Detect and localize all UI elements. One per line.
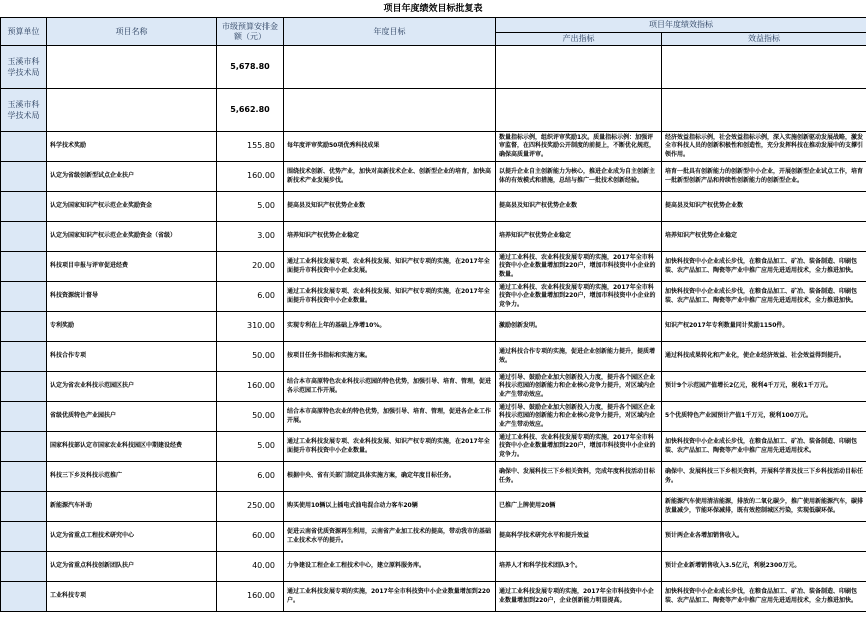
project-name-cell: 科技项目申报与评审促进经费: [47, 252, 217, 282]
amount-cell: 50.00: [217, 402, 284, 432]
summary-row: [1, 89, 866, 132]
effect-cell: 知识产权2017年专利数量同计奖励1150件。: [662, 312, 866, 342]
amount-cell: 40.00: [217, 552, 284, 582]
output-cell: 通过工业科技、农业科技发展专项的实施，2017年全市科技资中小企业数量增加到220户，增加市科技资中小企业的竞争力。: [496, 432, 662, 462]
effect-cell: 经济效益指标示例，社会效益指标示例，深入实施创新驱动发展战略，激发全市科技人员的创新积极性和创造性，充分发挥科技在推动发展中的支撑引领作用。: [662, 132, 866, 162]
unit-cell: 玉溪市科学技术局: [1, 46, 47, 89]
goal-cell: 通过工业科技发展专项、农业科技发展、知识产权专项的实施，在2017年全面提升市科技资中小企业数量。: [284, 282, 496, 312]
amount-cell: 250.00: [217, 492, 284, 522]
goal-cell: 结合本市高原特色农业的特色优势，加强引导、培育、管理，促进各企业工作开展。: [284, 402, 496, 432]
effect-cell: 加快科技资中小企业成长步伐，在粮食品加工、矿冶、装备制造、印刷包装、农产品加工、陶瓷等产业中推广应用先进适用技术，全力推进加快。: [662, 252, 866, 282]
goal-cell: 实现专利在上年的基础上净增10%。: [284, 312, 496, 342]
summary-row: [1, 46, 866, 89]
output-cell: 通过工业科技、农业科技发展专项的实施，2017年全市科技资中小企业数量增加到220户，增加市科技资中小企业的竞争力。: [496, 282, 662, 312]
table-row: [1, 522, 866, 552]
goal-cell: 围绕技术创新、优势产业，加快对高新技术企业、创新型企业的培育，加快高新技术产业发展步伐。: [284, 162, 496, 192]
project-name-cell: 科技资源统计督导: [47, 282, 217, 312]
header-annual-goal: 年度目标: [284, 18, 496, 46]
effect-cell: 预计两企业各增加销售收入。: [662, 522, 866, 552]
goal-cell: 购买使用10辆以上插电式油电混合动力客车20辆: [284, 492, 496, 522]
table-row: [1, 342, 866, 372]
effect-cell: 预计9个示范园产值增长2亿元，税利4千万元，税收1千万元。: [662, 372, 866, 402]
amount-cell: 50.00: [217, 342, 284, 372]
output-cell: 激励创新发明。: [496, 312, 662, 342]
output-cell: 已推广上牌使用20辆: [496, 492, 662, 522]
amount-cell: 155.80: [217, 132, 284, 162]
table-row: [1, 312, 866, 342]
table-row: [1, 492, 866, 522]
effect-cell: 通过科技成果转化和产业化，使企业经济效益、社会效益得到提升。: [662, 342, 866, 372]
project-name-cell: 认定为省重点科技创新团队扶户: [47, 552, 217, 582]
output-cell: 培养人才和科学技术团队3个。: [496, 552, 662, 582]
header-output: 产出指标: [496, 33, 662, 46]
project-name-cell: 新能源汽车补助: [47, 492, 217, 522]
amount-cell: 160.00: [217, 162, 284, 192]
effect-cell: 加快科技资中小企业成长步伐，在粮食品加工、矿冶、装备制造、印刷包装、农产品加工、陶瓷等产业中推广应用先进适用技术，全力推进加快。: [662, 282, 866, 312]
effect-cell: 培育一批具有创新能力的创新型中小企业，开展创新型企业试点工作，培育一批新型创新产品和持续性创新能力的创新型企业。: [662, 162, 866, 192]
table-row: [1, 462, 866, 492]
amount-cell: 6.00: [217, 462, 284, 492]
table-row: [1, 132, 866, 162]
output-cell: 通过工业科技、农业科技发展专项的实施，2017年全市科技资中小企业数量增加到220户，增加市科技资中小企业的数量。: [496, 252, 662, 282]
table-row: [1, 582, 866, 612]
goal-cell: 通过工业科技发展专项、农业科技发展、知识产权专项的实施，在2017年全面提升市科技资中小企业数量。: [284, 432, 496, 462]
table-row: [1, 402, 866, 432]
goal-cell: 通过工业科技发展专项的实施，2017年全市科技资中小企业数量增加到220户。: [284, 582, 496, 612]
project-name-cell: 认定为省级创新型试点企业扶户: [47, 162, 217, 192]
output-cell: 通过引导、鼓励企业加大创新投入力度，提升各个园区企业科技示范园的创新能力和企业核心竞争力提升，对区域内企业产生带动效应。: [496, 372, 662, 402]
amount-cell: 160.00: [217, 582, 284, 612]
table-row: [1, 282, 866, 312]
output-cell: 培养知识产权优势企业稳定: [496, 222, 662, 252]
header-project-name: 项目名称: [47, 18, 217, 46]
project-name-cell: 省级优质特色产业园扶户: [47, 402, 217, 432]
amount-cell: 3.00: [217, 222, 284, 252]
table-title: 项目年度绩效目标批复表: [383, 4, 483, 14]
amount-cell: 20.00: [217, 252, 284, 282]
effect-cell: 加快科技资中小企业成长步伐，在粮食品加工、矿冶、装备制造、印刷包装、农产品加工、陶瓷等产业中推广应用先进适用技术，全力推进加快。: [662, 582, 866, 612]
project-name-cell: 工业科技专项: [47, 582, 217, 612]
amount-cell: 6.00: [217, 282, 284, 312]
table-row: [1, 192, 866, 222]
project-name-cell: 科技三下乡及科技示范推广: [47, 462, 217, 492]
amount-cell: 160.00: [217, 372, 284, 402]
table-row: [1, 552, 866, 582]
header-unit: 预算单位: [1, 18, 47, 46]
effect-cell: 5个优质特色产业园预计产值1千万元，税利100万元。: [662, 402, 866, 432]
effect-cell: 加快科技资中小企业成长步伐，在粮食品加工、矿冶、装备制造、印刷包装、农产品加工、陶瓷等产业中推广应用先进适用技术。: [662, 432, 866, 462]
table-row: [1, 372, 866, 402]
output-cell: 数量指标示例，组织评审奖励1次。质量指标示例：加强评审监督，在四科技奖励公开制度的前提上，不断优化规范，确保高质量评审。: [496, 132, 662, 162]
project-name-cell: 科技合作专项: [47, 342, 217, 372]
amount-cell: 5.00: [217, 192, 284, 222]
amount-cell: 5.00: [217, 432, 284, 462]
effect-cell: 预计企业新增销售收入3.5亿元，利税2300万元。: [662, 552, 866, 582]
goal-cell: 通过工业科技发展专项、农业科技发展、知识产权专项的实施，在2017年全面提升市科技资中小企业发展。: [284, 252, 496, 282]
goal-cell: 促进云南省优质资源再生利用，云南省产业加工技术的提高，带动我市的基础工业技术水平的提升。: [284, 522, 496, 552]
goal-cell: 力争建设工程企业工程技术中心，建立原料服务库。: [284, 552, 496, 582]
effect-cell: 培养知识产权优势企业稳定: [662, 222, 866, 252]
unit-cell: 玉溪市科学技术局: [1, 89, 47, 132]
goal-cell: 结合本市高原特色农业科技示范园的特色优势，加强引导、培育、管理，促进各示范园工作开展。: [284, 372, 496, 402]
project-name-cell: 科学技术奖励: [47, 132, 217, 162]
project-name-cell: 认定为国家知识产权示范企业奖励资金: [47, 192, 217, 222]
table-row: [1, 222, 866, 252]
amount-cell: 60.00: [217, 522, 284, 552]
amount-cell: 5,678.80: [217, 46, 284, 89]
output-cell: 提高县及知识产权优势企业数: [496, 192, 662, 222]
table-row: [1, 252, 866, 282]
header-amount: 市级预算安排金额（元）: [217, 18, 284, 46]
goal-cell: 每年度评审奖励50项优秀科技成果: [284, 132, 496, 162]
project-name-cell: 专利奖励: [47, 312, 217, 342]
header-effect: 效益指标: [662, 33, 866, 46]
table-row: [1, 432, 866, 462]
project-name-cell: 认定为省农业科技示范园区扶户: [47, 372, 217, 402]
effect-cell: 新能源汽车使用清洁能源，排放的二氧化碳少，推广使用新能源汽车，碳排放量减少，节能环保减排，既有效控制城区污染，实现低碳环保。: [662, 492, 866, 522]
project-name-cell: 认定为国家知识产权示范企业奖励资金（省级）: [47, 222, 217, 252]
amount-cell: 5,662.80: [217, 89, 284, 132]
effect-cell: 提高县及知识产权优势企业数: [662, 192, 866, 222]
project-name-cell: 认定为省重点工程技术研究中心: [47, 522, 217, 552]
table-row: [1, 162, 866, 192]
goal-cell: 提高县及知识产权优势企业数: [284, 192, 496, 222]
output-cell: 确保中、发展科技三下乡相关资料，完成年度科技活动目标任务。: [496, 462, 662, 492]
amount-cell: 310.00: [217, 312, 284, 342]
effect-cell: 确保中、发展科技三下乡相关资料，开展科学普及技三下乡科技活动目标任务。: [662, 462, 866, 492]
output-cell: 以提升企业自主创新能力为核心，推进企业成为自主创新主体的有效模式和措施，总结与推广一批技术创新经验。: [496, 162, 662, 192]
output-cell: 通过科技合作专项的实施，促进企业创新能力提升，提质增效。: [496, 342, 662, 372]
project-name-cell: 国家科技部认定市国家农业科技园区中期建设经费: [47, 432, 217, 462]
header-indicators: 项目年度绩效指标: [496, 18, 866, 33]
performance-table: [0, 17, 866, 612]
output-cell: 提高科学技术研究水平和提升效益: [496, 522, 662, 552]
output-cell: 通过引导、鼓励企业加大创新投入力度，提升各个园区企业科技示范园的创新能力和企业核心竞争力提升，对区域内企业产生带动效应。: [496, 402, 662, 432]
goal-cell: 按项目任务书指标和实施方案。: [284, 342, 496, 372]
goal-cell: 培养知识产权优势企业稳定: [284, 222, 496, 252]
goal-cell: 根据中央、省有关部门制定具体实施方案，确定年度目标任务。: [284, 462, 496, 492]
output-cell: 通过工业科技发展专项的实施，2017年全市科技资中小企业数量增加到220户，企业创新能力明显提高。: [496, 582, 662, 612]
